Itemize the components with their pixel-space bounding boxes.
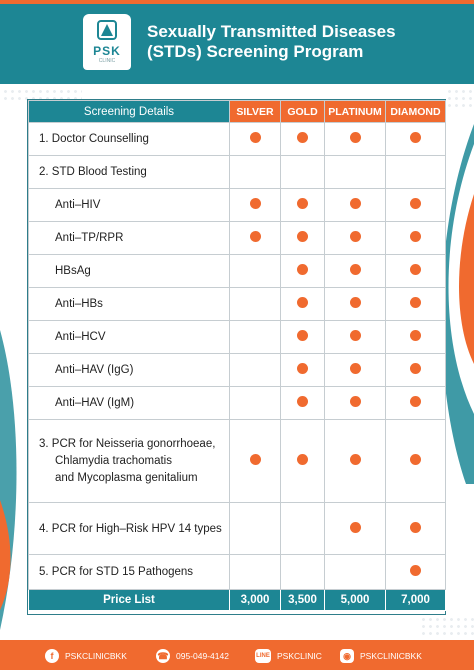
phone-number: 095-049-4142	[176, 651, 229, 661]
included-cell-gold	[281, 387, 325, 420]
included-cell-gold	[281, 255, 325, 288]
included-dot-icon	[410, 132, 421, 143]
included-dot-icon	[297, 454, 308, 465]
header-accent-stripe	[0, 0, 474, 4]
test-name: 2. STD Blood Testing	[29, 156, 230, 189]
table-row	[29, 321, 446, 354]
instagram-handle: PSKCLINICBKK	[360, 651, 422, 661]
screening-details-header: Screening Details	[29, 101, 230, 123]
title-line-1: Sexually Transmitted Diseases	[147, 22, 396, 41]
included-cell-silver	[230, 255, 281, 288]
included-dot-icon	[350, 330, 361, 341]
included-cell-silver	[230, 288, 281, 321]
included-cell-silver	[230, 189, 281, 222]
included-cell-gold	[281, 189, 325, 222]
included-dot-icon	[297, 330, 308, 341]
included-cell-gold	[281, 555, 325, 590]
test-name: Anti–HBs	[29, 288, 230, 321]
included-cell-platinum	[325, 555, 386, 590]
included-dot-icon	[410, 330, 421, 341]
facebook-handle: PSKCLINICBKK	[65, 651, 127, 661]
instagram-link[interactable]	[340, 648, 422, 664]
included-dot-icon	[297, 396, 308, 407]
table-row	[29, 387, 446, 420]
included-cell-silver	[230, 321, 281, 354]
test-name-line: Chlamydia trachomatis	[55, 454, 172, 467]
table-row	[29, 354, 446, 387]
plan-header-gold: GOLD	[281, 101, 325, 123]
included-cell-platinum	[325, 420, 386, 503]
included-cell-gold	[281, 354, 325, 387]
dot-pattern-bottom	[420, 616, 474, 638]
included-dot-icon	[410, 565, 421, 576]
included-cell-platinum	[325, 503, 386, 555]
included-dot-icon	[410, 396, 421, 407]
test-name-line: and Mycoplasma genitalium	[55, 471, 198, 484]
table-row	[29, 189, 446, 222]
decorative-wave-left	[0, 330, 28, 630]
included-cell-silver	[230, 156, 281, 189]
included-cell-platinum	[325, 321, 386, 354]
included-cell-diamond	[386, 255, 446, 288]
price-silver: 3,000	[230, 590, 281, 611]
test-name: Anti–TP/RPR	[29, 222, 230, 255]
included-cell-gold	[281, 123, 325, 156]
included-cell-silver	[230, 354, 281, 387]
table-row	[29, 156, 446, 189]
included-dot-icon	[410, 454, 421, 465]
title-line-2: (STDs) Screening Program	[147, 42, 364, 61]
included-dot-icon	[350, 363, 361, 374]
page-title	[147, 22, 396, 62]
included-cell-platinum	[325, 255, 386, 288]
included-cell-silver	[230, 503, 281, 555]
plan-header-platinum: PLATINUM	[325, 101, 386, 123]
psk-logo	[83, 14, 131, 70]
included-cell-silver	[230, 387, 281, 420]
included-dot-icon	[350, 264, 361, 275]
test-name: 5. PCR for STD 15 Pathogens	[29, 555, 230, 590]
included-dot-icon	[410, 522, 421, 533]
table-row	[29, 503, 446, 555]
test-name-line: 3. PCR for Neisseria gonorrhoeae,	[39, 437, 216, 450]
table-row	[29, 420, 446, 503]
included-cell-diamond	[386, 420, 446, 503]
included-dot-icon	[297, 132, 308, 143]
test-name: Anti–HIV	[29, 189, 230, 222]
instagram-icon: ◉	[340, 649, 354, 663]
included-dot-icon	[297, 363, 308, 374]
included-dot-icon	[250, 231, 261, 242]
included-cell-gold	[281, 288, 325, 321]
test-name: 4. PCR for High–Risk HPV 14 types	[29, 503, 230, 555]
screening-table	[27, 99, 446, 615]
test-name: Anti–HCV	[29, 321, 230, 354]
included-cell-diamond	[386, 354, 446, 387]
test-name: Anti–HAV (IgM)	[29, 387, 230, 420]
price-platinum: 5,000	[325, 590, 386, 611]
test-name: Anti–HAV (IgG)	[29, 354, 230, 387]
phone-link[interactable]	[156, 648, 229, 664]
logo-text: PSK	[93, 44, 121, 58]
table-row	[29, 222, 446, 255]
included-dot-icon	[350, 396, 361, 407]
included-cell-silver	[230, 222, 281, 255]
included-dot-icon	[410, 231, 421, 242]
line-handle: PSKCLINIC	[277, 651, 322, 661]
included-dot-icon	[410, 198, 421, 209]
included-dot-icon	[350, 297, 361, 308]
line-icon: LINE	[255, 649, 271, 663]
table-row	[29, 288, 446, 321]
included-cell-silver	[230, 420, 281, 503]
included-dot-icon	[297, 231, 308, 242]
included-dot-icon	[410, 297, 421, 308]
table-row	[29, 255, 446, 288]
included-cell-platinum	[325, 288, 386, 321]
price-list-label: Price List	[29, 590, 230, 611]
table-row	[29, 555, 446, 590]
included-dot-icon	[410, 363, 421, 374]
test-name: HBsAg	[29, 255, 230, 288]
included-cell-diamond	[386, 321, 446, 354]
facebook-icon: f	[45, 649, 59, 663]
included-cell-diamond	[386, 387, 446, 420]
included-cell-diamond	[386, 156, 446, 189]
included-dot-icon	[350, 231, 361, 242]
included-dot-icon	[250, 198, 261, 209]
clinic-emblem-icon	[97, 20, 117, 40]
included-cell-platinum	[325, 123, 386, 156]
included-cell-platinum	[325, 222, 386, 255]
included-dot-icon	[297, 264, 308, 275]
included-cell-gold	[281, 156, 325, 189]
included-cell-diamond	[386, 222, 446, 255]
included-cell-gold	[281, 222, 325, 255]
included-cell-diamond	[386, 189, 446, 222]
header-banner	[0, 0, 474, 84]
included-dot-icon	[250, 454, 261, 465]
logo-subtext: CLINIC	[98, 58, 116, 64]
included-dot-icon	[250, 132, 261, 143]
included-dot-icon	[350, 132, 361, 143]
included-cell-diamond	[386, 123, 446, 156]
included-dot-icon	[350, 522, 361, 533]
line-link[interactable]	[255, 648, 322, 664]
included-cell-gold	[281, 503, 325, 555]
included-cell-platinum	[325, 156, 386, 189]
test-name: 1. Doctor Counselling	[29, 123, 230, 156]
included-cell-platinum	[325, 354, 386, 387]
included-dot-icon	[410, 264, 421, 275]
included-cell-diamond	[386, 288, 446, 321]
plan-header-diamond: DIAMOND	[386, 101, 446, 123]
price-diamond: 7,000	[386, 590, 446, 611]
included-cell-diamond	[386, 555, 446, 590]
plan-header-silver: SILVER	[230, 101, 281, 123]
included-cell-silver	[230, 123, 281, 156]
phone-icon: ☎	[156, 649, 170, 663]
included-cell-platinum	[325, 189, 386, 222]
included-cell-diamond	[386, 503, 446, 555]
included-cell-silver	[230, 555, 281, 590]
included-dot-icon	[297, 198, 308, 209]
included-cell-gold	[281, 420, 325, 503]
footer-contact-bar	[0, 640, 474, 670]
included-cell-gold	[281, 321, 325, 354]
price-gold: 3,500	[281, 590, 325, 611]
included-dot-icon	[350, 454, 361, 465]
included-dot-icon	[350, 198, 361, 209]
table-row	[29, 123, 446, 156]
included-dot-icon	[297, 297, 308, 308]
test-name	[29, 420, 230, 503]
facebook-link[interactable]	[45, 648, 127, 664]
included-cell-platinum	[325, 387, 386, 420]
